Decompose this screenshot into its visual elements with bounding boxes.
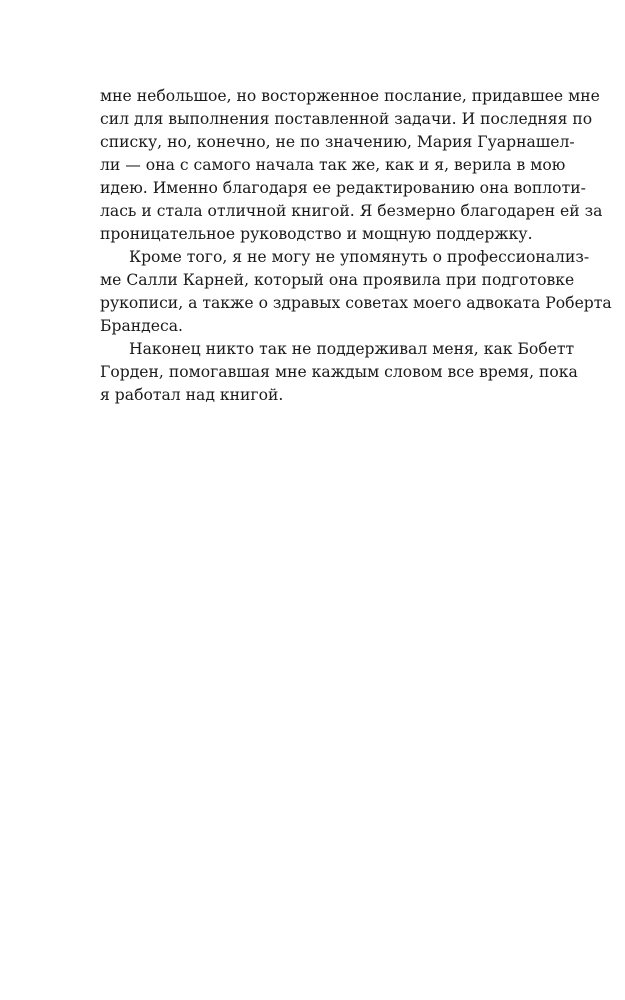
text-line: Кроме того, я не могу не упомянуть о профессионализ- <box>129 248 590 266</box>
text-line: я работал над книгой. <box>100 386 284 404</box>
text-line: ли — она с самого начала так же, как и я, верила в мою <box>100 156 566 174</box>
paragraph-3 <box>100 338 578 407</box>
text-line: Брандеса. <box>100 317 183 335</box>
body-text <box>100 85 612 407</box>
text-line: проницательное руководство и мощную поддержку. <box>100 225 533 243</box>
text-line: Горден, помогавшая мне каждым словом все время, пока <box>100 363 578 381</box>
text-line: лась и стала отличной книгой. Я безмерно благодарен ей за <box>100 202 603 220</box>
text-line: идею. Именно благодаря ее редактированию она воплоти- <box>100 179 586 197</box>
paragraph-2 <box>100 246 612 338</box>
text-line: Наконец никто так не поддерживал меня, как Бобетт <box>129 340 575 358</box>
text-line: мне небольшое, но восторженное послание, придавшее мне <box>100 87 600 105</box>
text-line: сил для выполнения поставленной задачи. И последняя по <box>100 110 593 128</box>
paragraph-1 <box>100 85 603 246</box>
text-line: ме Салли Карней, который она проявила при подготовке <box>100 271 575 289</box>
text-line: списку, но, конечно, не по значению, Мария Гуарнашел- <box>100 133 575 151</box>
text-line: рукописи, а также о здравых советах моего адвоката Роберта <box>100 294 612 312</box>
